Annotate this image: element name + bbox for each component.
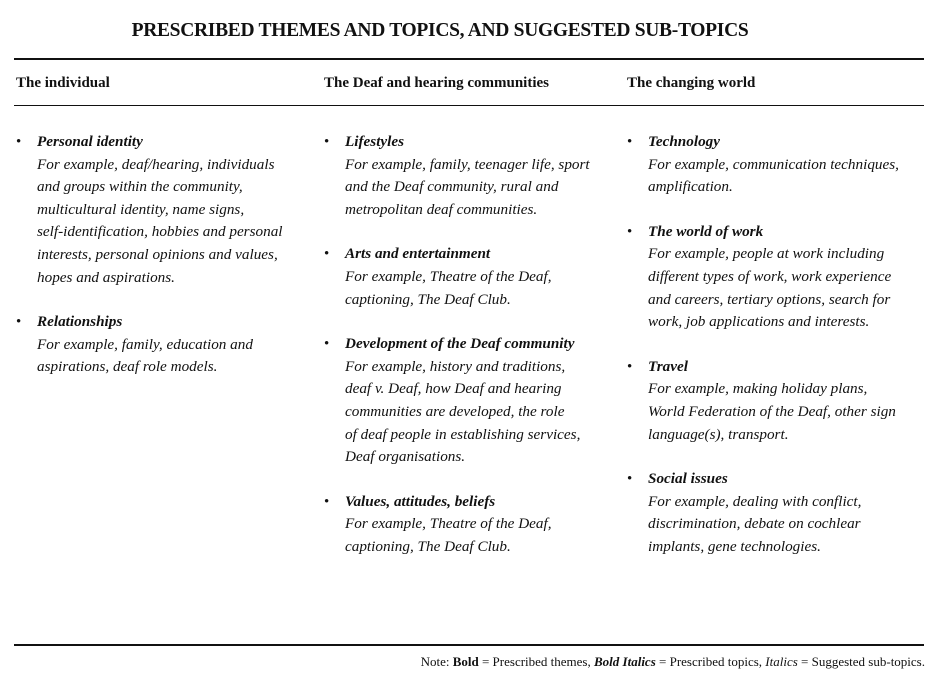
top-rule bbox=[14, 58, 924, 60]
bullet-icon: • bbox=[627, 471, 633, 488]
topic-title: Travel bbox=[648, 357, 688, 375]
subtopic-line: For example, people at work including bbox=[648, 245, 885, 263]
subtopic-line: and careers, tertiary options, search for bbox=[648, 290, 891, 308]
topic-item bbox=[627, 356, 899, 446]
subtopic-line: different types of work, work experience bbox=[648, 267, 892, 285]
bullet-icon: • bbox=[627, 134, 633, 150]
subtopic-line: metropolitan deaf communities. bbox=[345, 200, 538, 218]
subtopic-line: For example, history and traditions, bbox=[345, 357, 566, 375]
subtopic-line: Deaf organisations. bbox=[345, 448, 466, 466]
topic-title: Values, attitudes, beliefs bbox=[345, 492, 496, 510]
note-bold-desc: = Prescribed themes, bbox=[478, 654, 594, 669]
topic-item bbox=[324, 243, 590, 311]
subtopic-line: hopes and aspirations. bbox=[37, 268, 175, 286]
theme-column-individual bbox=[16, 131, 283, 401]
theme-heading-changing-world: The changing world bbox=[627, 75, 756, 91]
subtopic-line: interests, personal opinions and values, bbox=[37, 245, 278, 263]
theme-heading-communities: The Deaf and hearing communities bbox=[324, 75, 549, 91]
topic-item bbox=[324, 131, 590, 221]
topic-title: Development of the Deaf community bbox=[345, 335, 575, 353]
topic-title: Technology bbox=[648, 133, 720, 150]
subtopic-line: of deaf people in establishing services, bbox=[345, 425, 581, 443]
topic-item bbox=[627, 468, 899, 558]
topic-title: Arts and entertainment bbox=[345, 245, 491, 263]
subtopic-line: For example, dealing with conflict, bbox=[648, 492, 862, 510]
topic-title: Personal identity bbox=[37, 133, 143, 150]
subtopic-line: language(s), transport. bbox=[648, 425, 789, 443]
subtopic-line: World Federation of the Deaf, other sign bbox=[648, 402, 896, 420]
subtopic-line: For example, family, education and bbox=[37, 335, 253, 353]
note-bold-italic-term: Bold Italics bbox=[594, 654, 656, 669]
theme-heading-individual: The individual bbox=[16, 75, 110, 91]
bullet-icon: • bbox=[324, 493, 330, 510]
note-bold-term: Bold bbox=[452, 654, 479, 669]
topic-item bbox=[627, 221, 899, 334]
subtopic-line: deaf v. Deaf, how Deaf and hearing bbox=[345, 380, 562, 398]
bullet-icon: • bbox=[324, 336, 330, 353]
topic-title: The world of work bbox=[648, 222, 764, 240]
bullet-icon: • bbox=[16, 134, 22, 150]
topic-title: Lifestyles bbox=[345, 133, 405, 150]
topic-item bbox=[324, 491, 590, 559]
page-title: PRESCRIBED THEMES AND TOPICS, AND SUGGESTED SUB-TOPICS bbox=[131, 20, 749, 41]
subtopic-line: For example, Theatre of the Deaf, bbox=[345, 515, 552, 533]
topic-item bbox=[324, 333, 590, 469]
topic-item bbox=[16, 131, 283, 289]
subtopic-line: discrimination, debate on cochlear bbox=[648, 515, 861, 533]
subtopic-line: and groups within the community, bbox=[37, 178, 243, 196]
note-prefix: Note: bbox=[420, 654, 453, 669]
subtopic-line: For example, family, teenager life, sport bbox=[345, 155, 590, 173]
subtopic-line: For example, deaf/hearing, individuals bbox=[37, 155, 275, 173]
bottom-rule bbox=[14, 644, 924, 646]
subtopic-line: captioning, The Deaf Club. bbox=[345, 537, 511, 555]
subtopic-line: For example, communication techniques, bbox=[648, 155, 899, 173]
note-italic-term: Italics bbox=[765, 654, 798, 669]
subtopic-line: For example, Theatre of the Deaf, bbox=[345, 267, 552, 285]
topic-item bbox=[627, 131, 899, 199]
subtopic-line: aspirations, deaf role models. bbox=[37, 358, 218, 376]
bullet-icon: • bbox=[627, 358, 633, 375]
theme-column-communities bbox=[324, 131, 590, 581]
legend-note bbox=[421, 654, 925, 670]
note-bold-italic-desc: = Prescribed topics, bbox=[655, 654, 766, 669]
bullet-icon: • bbox=[16, 314, 22, 331]
subtopic-line: self-identification, hobbies and personal bbox=[37, 223, 283, 241]
subtopic-line: work, job applications and interests. bbox=[648, 313, 870, 331]
theme-column-changing-world bbox=[627, 131, 899, 581]
header-rule bbox=[14, 105, 924, 106]
subtopic-line: communities are developed, the role bbox=[345, 402, 565, 420]
subtopic-line: amplification. bbox=[648, 178, 733, 196]
subtopic-line: and the Deaf community, rural and bbox=[345, 178, 559, 196]
bullet-icon: • bbox=[324, 246, 330, 263]
topic-title: Social issues bbox=[648, 470, 728, 488]
note-italic-desc: = Suggested sub-topics. bbox=[797, 654, 925, 669]
topic-title: Relationships bbox=[37, 313, 123, 331]
subtopic-line: multicultural identity, name signs, bbox=[37, 200, 245, 218]
bullet-icon: • bbox=[324, 134, 330, 150]
topic-item bbox=[16, 311, 283, 379]
subtopic-line: For example, making holiday plans, bbox=[648, 380, 868, 398]
subtopic-line: implants, gene technologies. bbox=[648, 537, 821, 555]
subtopic-line: captioning, The Deaf Club. bbox=[345, 290, 511, 308]
bullet-icon: • bbox=[627, 223, 633, 240]
